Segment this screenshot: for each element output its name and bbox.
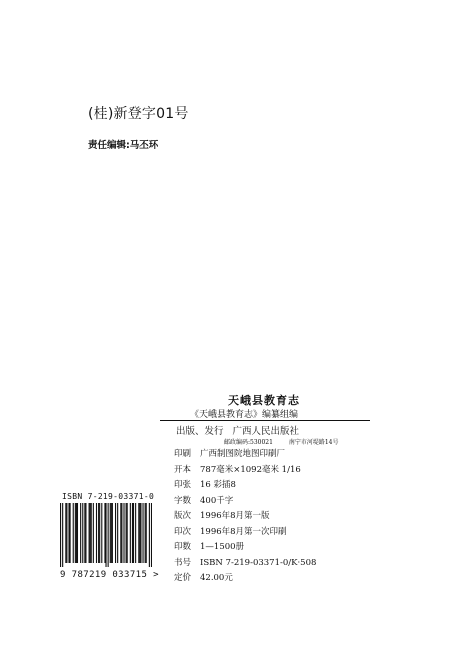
barcode-bar bbox=[130, 503, 131, 563]
info-value: 16 彩插8 bbox=[200, 480, 236, 490]
divider-rule bbox=[160, 420, 370, 421]
barcode-bar bbox=[82, 503, 83, 563]
barcode-bar bbox=[120, 503, 121, 563]
info-key: 定价 bbox=[174, 573, 192, 583]
barcode-bar bbox=[73, 503, 74, 563]
compiler-credit: 《天峨县教育志》编纂组编 bbox=[190, 410, 299, 420]
book-title: 天峨县教育志 bbox=[228, 394, 300, 407]
info-value: ISBN 7-219-03371-0/K·508 bbox=[200, 557, 317, 568]
barcode-bar bbox=[70, 503, 71, 563]
barcode-bar bbox=[84, 503, 85, 563]
publisher-line bbox=[176, 423, 299, 437]
info-row bbox=[174, 509, 316, 525]
info-key: 版次 bbox=[174, 511, 192, 521]
barcode-bar bbox=[91, 503, 92, 563]
barcode-bar bbox=[146, 503, 147, 563]
barcode-bar bbox=[99, 503, 100, 563]
barcode-bar bbox=[133, 503, 134, 563]
barcode-bar bbox=[121, 503, 122, 563]
barcode-bar bbox=[101, 503, 102, 563]
info-row bbox=[174, 525, 316, 541]
barcode-bar bbox=[135, 503, 136, 563]
barcode-bar bbox=[110, 503, 111, 563]
barcode-bar bbox=[65, 503, 66, 563]
info-row bbox=[174, 571, 316, 587]
info-key: 印次 bbox=[174, 526, 192, 537]
info-key: 印刷 bbox=[174, 449, 192, 459]
barcode-bar bbox=[89, 503, 90, 563]
barcode-bar bbox=[85, 503, 86, 563]
barcode-bar bbox=[127, 503, 128, 563]
info-row bbox=[174, 478, 316, 494]
barcode-bar bbox=[142, 503, 143, 563]
editor-credit: 责任编辑:马丕环 bbox=[88, 140, 159, 151]
barcode-bar bbox=[98, 503, 99, 563]
publisher-label: 出版、发行 bbox=[176, 426, 224, 437]
barcode-bar bbox=[140, 503, 141, 563]
barcode-bar bbox=[62, 503, 63, 567]
barcode-bar bbox=[108, 503, 109, 567]
info-row bbox=[174, 463, 316, 479]
barcode-bar bbox=[60, 503, 61, 567]
info-row bbox=[174, 447, 316, 463]
barcode-bar bbox=[151, 503, 152, 567]
barcode-digits: 9 787219 033715 > bbox=[60, 570, 159, 580]
barcode-bar bbox=[68, 503, 69, 563]
barcode-bar bbox=[149, 503, 150, 567]
barcode-bar bbox=[117, 503, 118, 563]
barcode-bar bbox=[112, 503, 113, 563]
barcode-bar bbox=[123, 503, 124, 563]
info-row bbox=[174, 556, 316, 572]
info-row bbox=[174, 494, 316, 510]
info-value: 400千字 bbox=[200, 495, 234, 506]
barcode-bar bbox=[138, 503, 139, 563]
barcode-bar bbox=[132, 503, 133, 563]
info-value: 1996年8月第一次印刷 bbox=[200, 526, 287, 537]
postcode: 邮政编码:530021 bbox=[224, 439, 273, 446]
info-value: 42.00元 bbox=[200, 573, 233, 583]
barcode-isbn-text: ISBN 7-219-03371-0 bbox=[62, 492, 155, 501]
publication-info-table bbox=[174, 447, 316, 587]
barcode-bar bbox=[96, 503, 97, 563]
street-address: 南宁市河堤路14号 bbox=[288, 439, 339, 446]
barcode-bar bbox=[77, 503, 78, 563]
barcode-bar bbox=[111, 503, 112, 563]
publisher-address bbox=[224, 437, 339, 446]
barcode-bar bbox=[139, 503, 140, 563]
info-key: 开本 bbox=[174, 464, 192, 475]
info-value: 广西制图院地图印刷厂 bbox=[200, 449, 286, 459]
info-value: 1996年8月第一版 bbox=[200, 511, 270, 521]
barcode-bar bbox=[90, 503, 91, 563]
info-key: 印数 bbox=[174, 542, 192, 552]
info-key: 印张 bbox=[174, 480, 192, 490]
barcode-bar bbox=[145, 503, 146, 563]
publisher-name: 广西人民出版社 bbox=[232, 426, 300, 437]
barcode-bar bbox=[104, 503, 105, 563]
barcode-bar bbox=[80, 503, 81, 563]
barcode-bar bbox=[75, 503, 76, 563]
barcode-bar bbox=[115, 503, 116, 563]
barcode-bar bbox=[93, 503, 94, 563]
info-value: 1—1500册 bbox=[200, 542, 245, 552]
info-key: 字数 bbox=[174, 495, 192, 506]
barcode-graphic bbox=[60, 503, 152, 567]
barcode-bar bbox=[126, 503, 127, 563]
barcode-bar bbox=[105, 503, 106, 567]
info-row bbox=[174, 540, 316, 556]
barcode-bar bbox=[76, 503, 77, 563]
info-key: 书号 bbox=[174, 557, 192, 568]
info-value: 787毫米×1092毫米 1/16 bbox=[200, 464, 301, 475]
barcode-bar bbox=[66, 503, 67, 563]
registration-number: (桂)新登字01号 bbox=[88, 106, 189, 122]
